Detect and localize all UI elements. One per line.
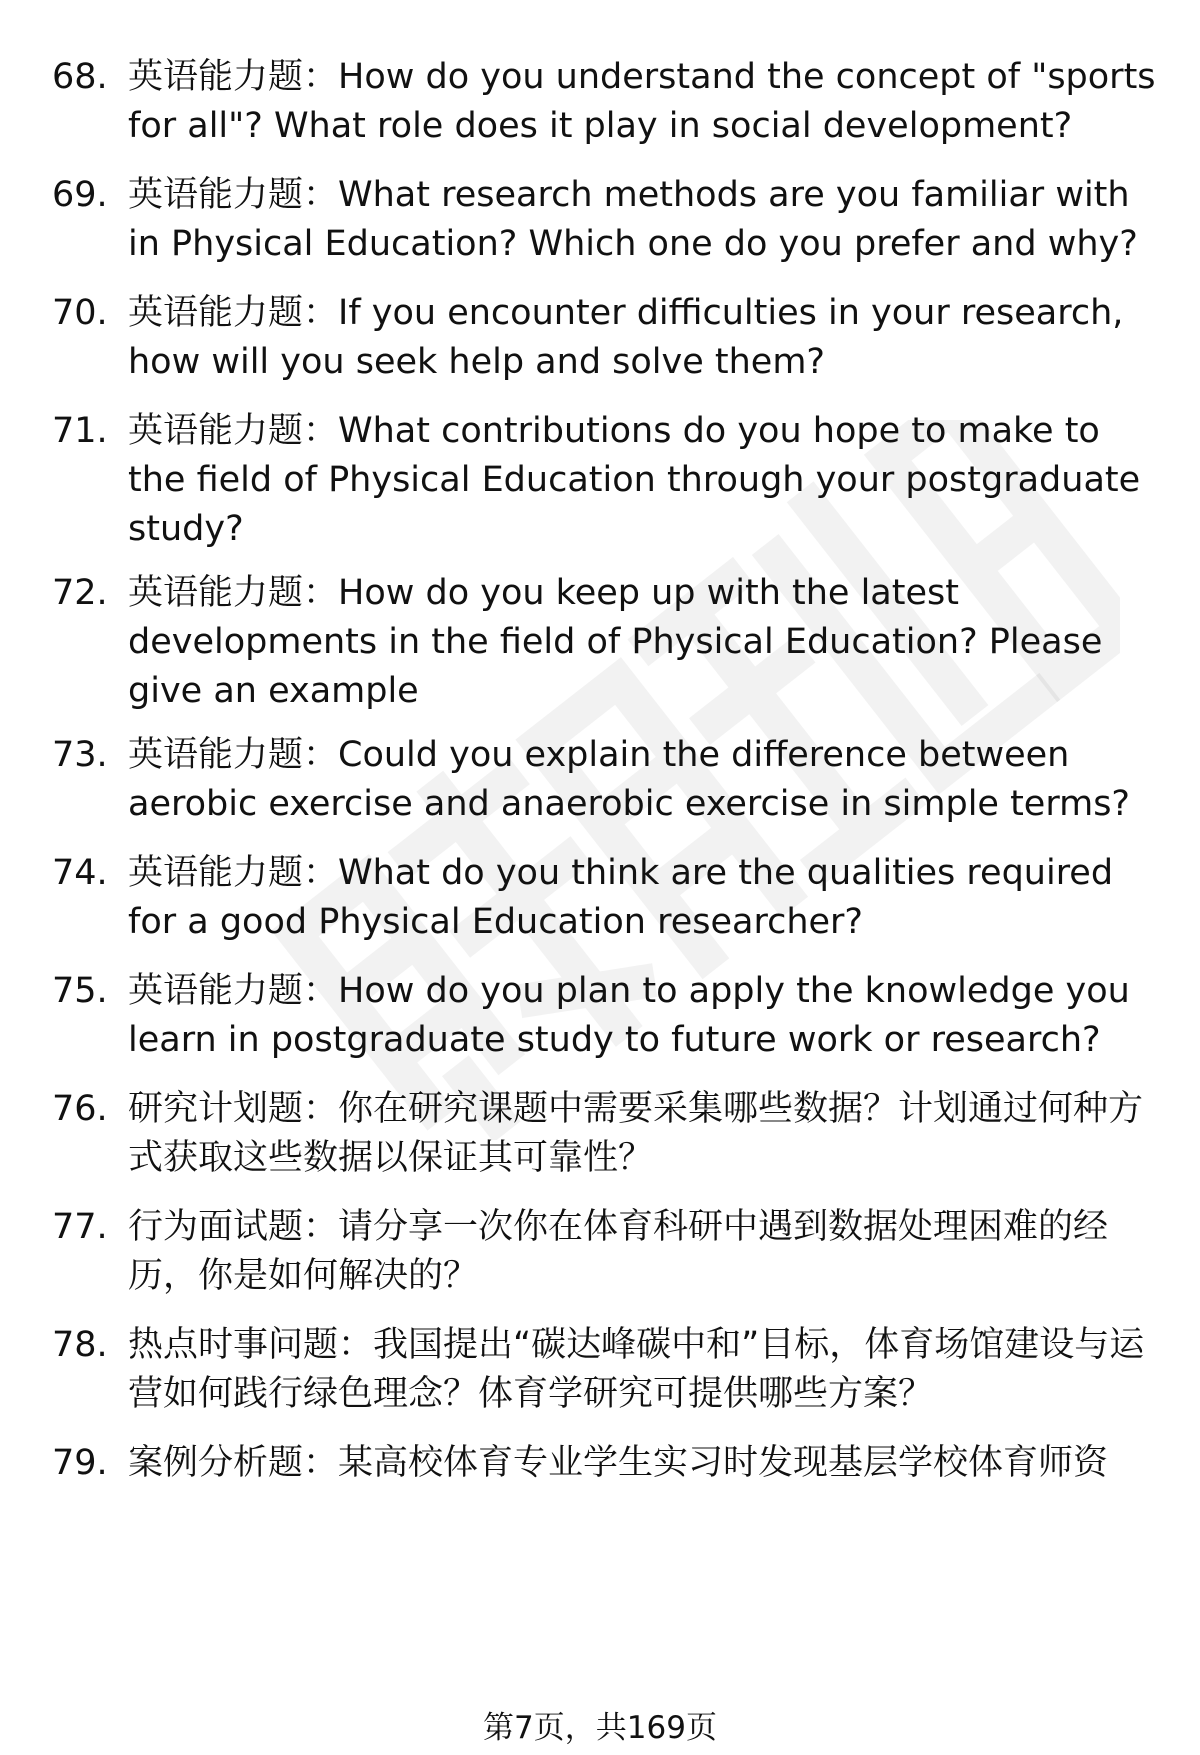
question-text: 研究计划题：你在研究课题中需要采集哪些数据？计划通过何种方式获取这些数据以保证其可靠性？ (128, 1089, 1144, 1178)
question-text: 行为面试题：请分享一次你在体育科研中遇到数据处理困难的经历，你是如何解决的？ (128, 1207, 1109, 1296)
question-text: 英语能力题：If you encounter difficulties in your research, how will you seek help and solve them? (128, 293, 1124, 382)
question-number: 73. (52, 735, 108, 775)
question-number: 78. (52, 1325, 108, 1365)
question-text: 英语能力题：What research methods are you familiar with in Physical Education? Which one do you prefer and why? (128, 175, 1138, 264)
question-number: 71. (52, 411, 108, 451)
question-text: 英语能力题：How do you understand the concept of "sports for all"? What role does it play in social development? (128, 57, 1156, 146)
question-number: 76. (52, 1089, 108, 1129)
question-number: 72. (52, 573, 108, 613)
question-number: 75. (52, 971, 108, 1011)
question-number: 69. (52, 175, 108, 215)
question-number: 68. (52, 57, 108, 97)
question-text: 案例分析题：某高校体育专业学生实习时发现基层学校体育师资 (128, 1443, 1109, 1483)
question-number: 77. (52, 1207, 108, 1247)
question-number: 70. (52, 293, 108, 333)
question-text: 英语能力题：What contributions do you hope to make to the field of Physical Education through your postgraduate study? (128, 411, 1141, 549)
question-text: 英语能力题：How do you keep up with the latest developments in the field of Physical Education? Please give an example (128, 573, 1103, 711)
question-text: 英语能力题：How do you plan to apply the knowledge you learn in postgraduate study to future work or research? (128, 971, 1130, 1060)
question-number: 79. (52, 1443, 108, 1483)
question-text: 英语能力题：Could you explain the difference between aerobic exercise and anaerobic exercise in simple terms? (128, 735, 1131, 824)
question-number: 74. (52, 853, 108, 893)
question-text: 英语能力题：What do you think are the qualities required for a good Physical Education researcher? (128, 853, 1114, 942)
page-number-footer: 第7页，共169页 (483, 1710, 717, 1746)
question-text: 热点时事问题：我国提出“碳达峰碳中和”目标，体育场馆建设与运营如何践行绿色理念？体育学研究可提供哪些方案？ (128, 1325, 1145, 1414)
